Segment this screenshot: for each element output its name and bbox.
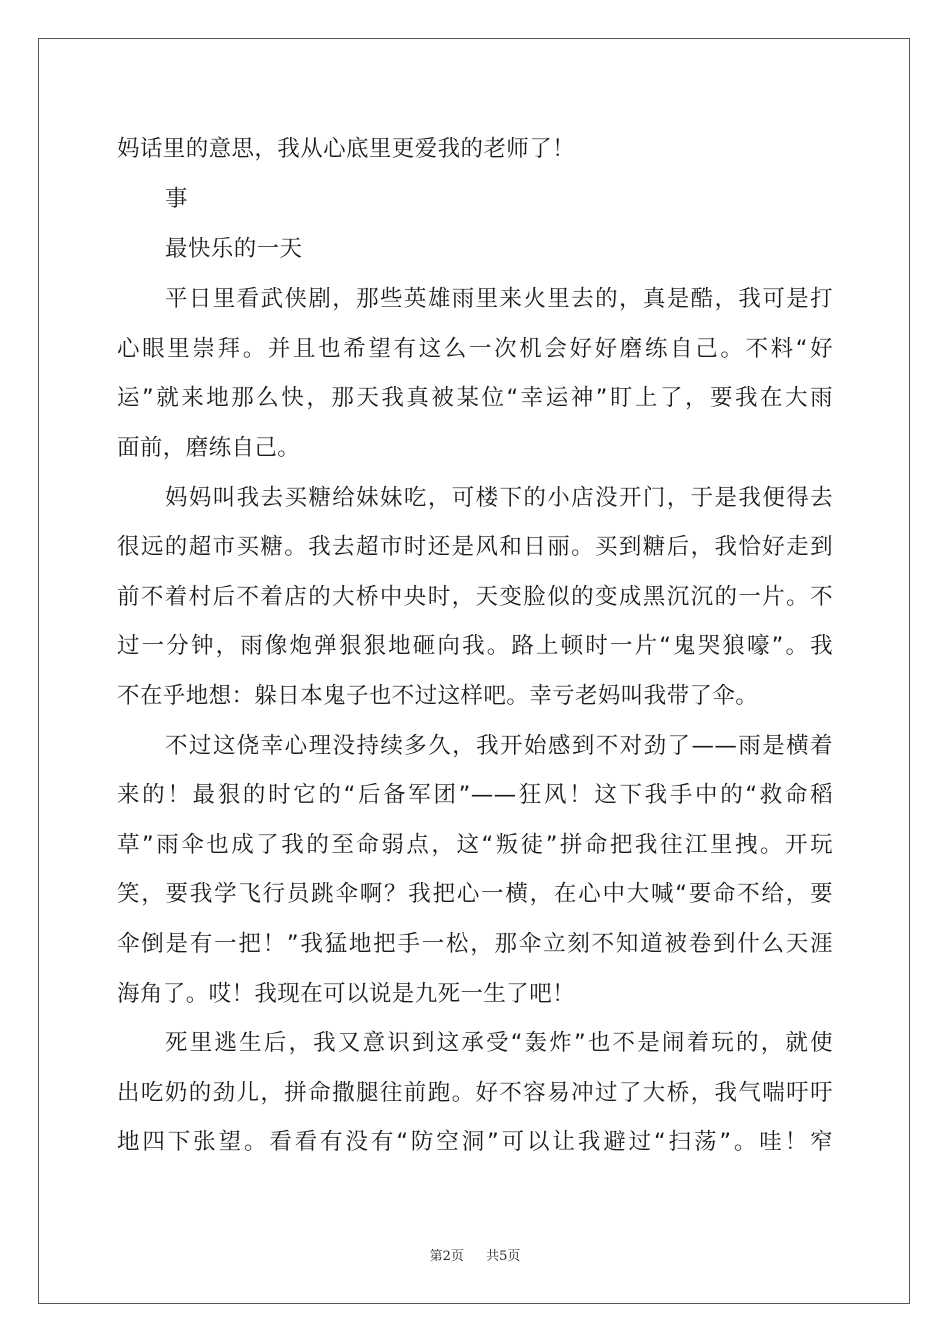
text-line: 出吃奶的劲儿，拼命撒腿往前跑。好不容易冲过了大桥，我气喘吁吁 [117, 1080, 833, 1106]
text-line: 心眼里崇拜。并且也希望有这么一次机会好好磨练自己。不料“好 [117, 336, 833, 362]
text-line: 很远的超市买糖。我去超市时还是风和日丽。买到糖后，我恰好走到 [117, 534, 833, 560]
text-line: 来的！最狠的时它的“后备军团”——狂风！这下我手中的“救命稻 [117, 782, 833, 808]
page-number: 第2页 [429, 1249, 464, 1264]
page-border [38, 38, 910, 1304]
text-line: 面前，磨练自己。 [117, 435, 301, 461]
text-line: 死里逃生后，我又意识到这承受“轰炸”也不是闹着玩的，就使 [165, 1030, 833, 1056]
text-line: 运”就来地那么快，那天我真被某位“幸运神”盯上了，要我在大雨 [117, 385, 833, 411]
text-line: 事 [165, 186, 188, 212]
text-line: 伞倒是有一把！”我猛地把手一松，那伞立刻不知道被卷到什么天涯 [117, 931, 833, 957]
text-line: 不在乎地想：躲日本鬼子也不过这样吧。幸亏老妈叫我带了伞。 [117, 683, 759, 709]
text-line: 前不着村后不着店的大桥中央时，天变脸似的变成黑沉沉的一片。不 [117, 584, 833, 610]
text-line: 笑，要我学飞行员跳伞啊？我把心一横，在心中大喊“要命不给，要 [117, 881, 833, 907]
text-line: 地四下张望。看看有没有“防空洞”可以让我避过“扫荡”。哇！窄 [117, 1129, 833, 1155]
page-total: 共5页 [486, 1249, 521, 1264]
text-line: 不过这侥幸心理没持续多久，我开始感到不对劲了——雨是横着 [165, 733, 833, 759]
text-line: 妈妈叫我去买糖给妹妹吃，可楼下的小店没开门，于是我便得去 [165, 485, 833, 511]
page-footer [0, 1245, 950, 1264]
text-line: 最快乐的一天 [165, 236, 303, 262]
text-line: 妈话里的意思，我从心底里更爱我的老师了！ [117, 136, 576, 162]
text-line: 草”雨伞也成了我的至命弱点，这“叛徒”拼命把我往江里拽。开玩 [117, 832, 833, 858]
text-line: 平日里看武侠剧，那些英雄雨里来火里去的，真是酷，我可是打 [165, 286, 833, 312]
text-line: 过一分钟，雨像炮弹狠狠地砸向我。路上顿时一片“鬼哭狼嚎”。我 [117, 633, 833, 659]
text-line: 海角了。哎！我现在可以说是九死一生了吧！ [117, 981, 576, 1007]
